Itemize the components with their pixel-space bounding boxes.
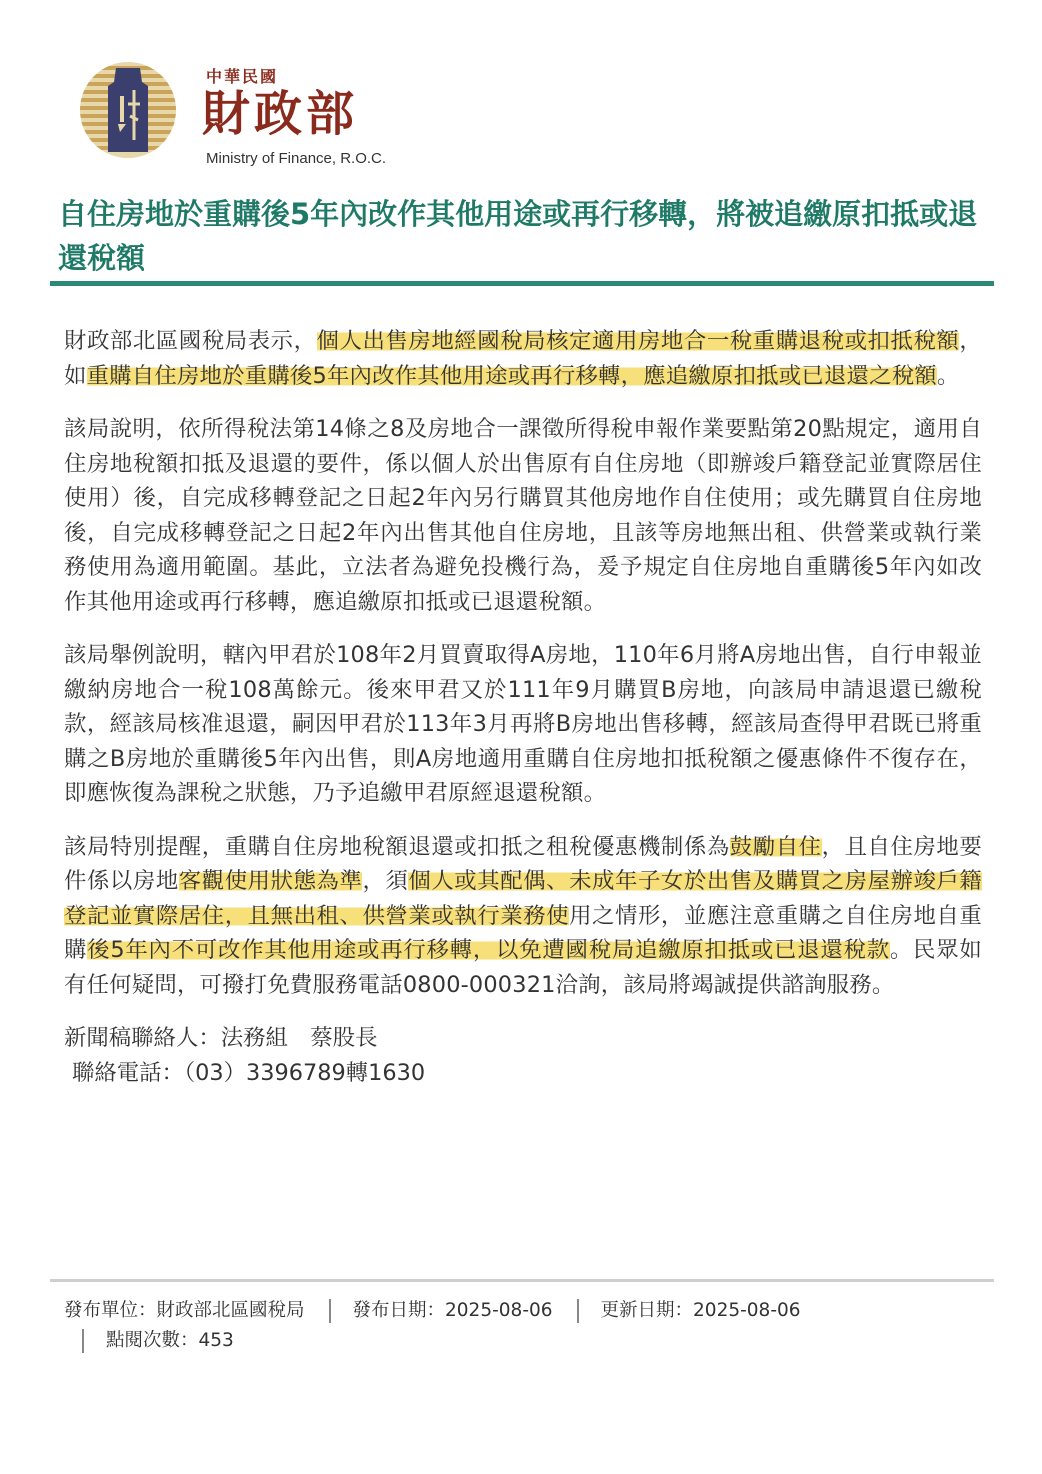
paragraph-1 bbox=[64, 324, 982, 393]
contact-phone: 聯絡電話：（03）3396789轉1630 bbox=[72, 1059, 426, 1086]
text-run: ，須 bbox=[362, 868, 409, 894]
highlighted-text: 鼓勵自住 bbox=[729, 833, 822, 860]
text-run: 。 bbox=[936, 362, 960, 389]
text-run: 該局說明，依所得稅法第14條之8及房地合一課徵所得稅申報作業要點第20點規定，適用自住房地稅額扣抵及退還的要件，係以個人於出售原有自住房地（即辦竣戶籍登記並實際居住使用）後，自完成移轉登記之日起2年內另行購買其他房地作自住使用；或先購買自住房地後，自完成移轉登記之日起2年內出售其他自住房地，且該等房地無出租、供營業或執行業務使用為適用範圍。基此，立法者為避免投機行為，爰予規定自住房地自重購後5年內如改作其他用途或再行移轉，應追繳原扣抵或已退還稅額。 bbox=[64, 416, 982, 615]
meta-separator bbox=[577, 1299, 579, 1323]
text-run: 用之情形，並應注意重購之自住房地自重購 bbox=[64, 902, 982, 963]
org-name-small: 中華民國 bbox=[206, 67, 279, 86]
text-run: ，如 bbox=[64, 328, 982, 389]
update-date: 更新日期：2025-08-06 bbox=[600, 1300, 801, 1321]
highlighted-text: 個人或其配偶、未成年子女於出售及購買之房屋辦竣戶籍登記並實際居住，且無出租、供營業或執行業務使 bbox=[64, 868, 982, 929]
ministry-emblem-icon bbox=[78, 60, 178, 160]
publisher-label: 發布單位：財政部北區國稅局 bbox=[64, 1300, 305, 1321]
publication-meta bbox=[64, 1296, 984, 1356]
text-run: 該局舉例說明，轄內甲君於108年2月買賣取得A房地，110年6月將A房地出售，自行申報並繳納房地合一稅108萬餘元。後來甲君又於111年9月購買B房地，向該局申請退還已繳稅款，經該局核准退還，嗣因甲君於113年3月再將B房地出售移轉，經該局查得甲君既已將重購之B房地於重購後5年內出售，則A房地適用重購自住房地扣抵稅額之優惠條件不復存在，即應恢復為課稅之狀態，乃予追繳甲君原經退還稅額。 bbox=[64, 642, 982, 806]
text-run: 該局特別提醒，重購自住房地稅額退還或扣抵之租稅優惠機制係為 bbox=[64, 833, 730, 860]
highlighted-text: 重購自住房地於重購後5年內改作其他用途或再行移轉，應追繳原扣抵或已退還之稅額 bbox=[86, 362, 937, 389]
paragraph-3 bbox=[64, 638, 982, 811]
org-name-english: Ministry of Finance, R.O.C. bbox=[206, 150, 387, 167]
page-title: 自住房地於重購後5年內改作其他用途或再行移轉，將被追繳原扣抵或退還稅額 bbox=[58, 197, 978, 275]
paragraph-2 bbox=[64, 412, 982, 619]
ministry-logo bbox=[78, 60, 408, 175]
paragraph-4 bbox=[64, 830, 982, 1003]
title-divider bbox=[50, 281, 994, 286]
meta-separator bbox=[82, 1329, 84, 1353]
view-count: 點閱次數：453 bbox=[106, 1330, 234, 1351]
highlighted-text: 客觀使用狀態為準 bbox=[178, 868, 363, 894]
text-run: ，且自住房地要件係以房地 bbox=[64, 833, 982, 894]
text-run: 財政部北區國稅局表示， bbox=[64, 328, 317, 354]
publish-date: 發布日期：2025-08-06 bbox=[352, 1300, 553, 1321]
contact-person: 新聞稿聯絡人：法務組 蔡股長 bbox=[64, 1025, 378, 1051]
press-release-body bbox=[64, 324, 982, 1090]
meta-separator bbox=[329, 1299, 331, 1323]
footer-divider bbox=[50, 1279, 994, 1282]
text-run: 。民眾如有任何疑問，可撥打免費服務電話0800-000321洽詢，該局將竭誠提供諮詢服務。 bbox=[64, 937, 982, 998]
org-name: 財政部 bbox=[202, 86, 359, 142]
highlighted-text: 後5年內不可改作其他用途或再行移轉，以免遭國稅局追繳原扣抵或已退還稅款 bbox=[87, 937, 890, 963]
highlighted-text: 個人出售房地經國稅局核定適用房地合一稅重購退稅或扣抵稅額 bbox=[316, 328, 960, 354]
